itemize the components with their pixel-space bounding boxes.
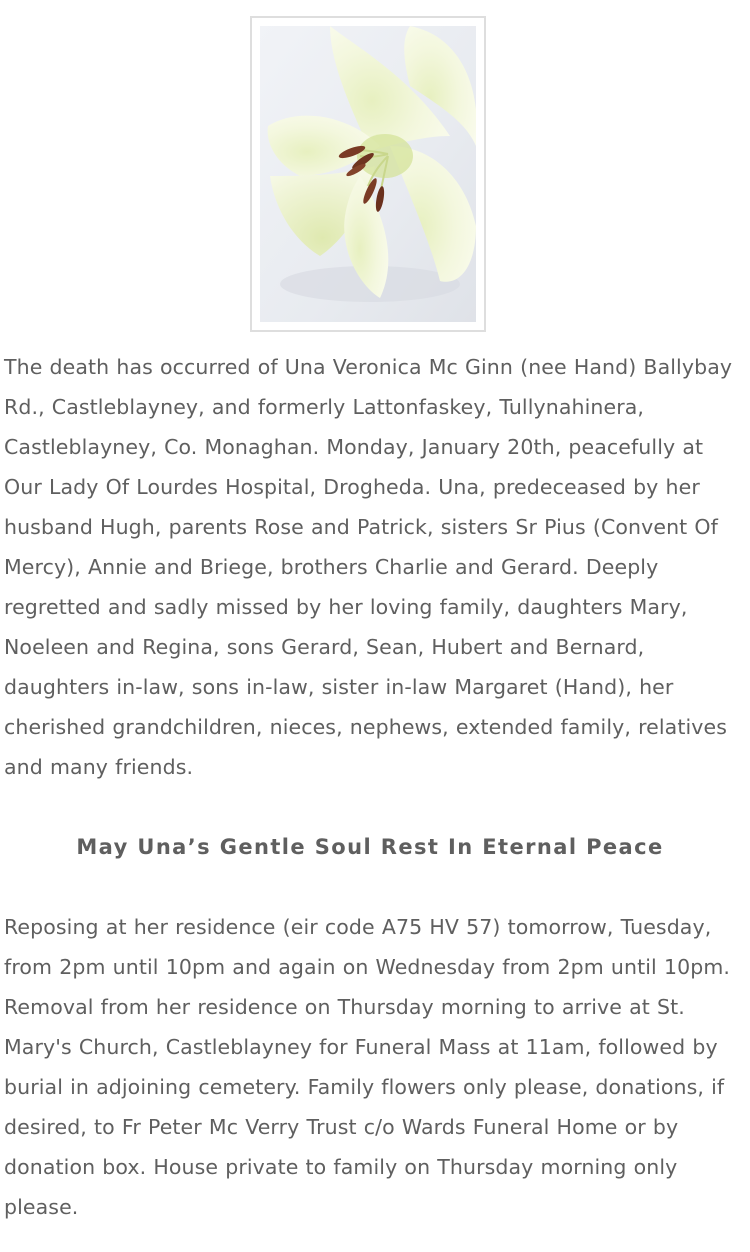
funeral-arrangements-paragraph: Reposing at her residence (eir code A75 HV 57) tomorrow, Tuesday, from 2pm until 10pm and again on Wednesday from 2pm until 10pm. Removal from her residence on Thursday morning to arrive at St. Mary's Church, Castleblayney for Funeral Mass at 11am, followed by burial in adjoining cemetery. Family flowers only please, donations, if desired, to Fr Peter Mc Verry Trust c/o Wards Funeral Home or by donation box. House private to family on Thursday morning only please. [4, 915, 731, 1219]
death-notice-paragraph: The death has occurred of Una Veronica Mc Ginn (nee Hand) Ballybay Rd., Castleblayney, and formerly Lattonfaskey, Tullynahinera, Castleblayney, Co. Monaghan. Monday, January 20th, peacefully at Our Lady Of Lourdes Hospital, Drogheda. Una, predeceased by her husband Hugh, parents Rose and Patrick, sisters Sr Pius (Convent Of Mercy), Annie and Briege, brothers Charlie and Gerard. Deeply regretted and sadly missed by her loving family, daughters Mary, Noeleen and Regina, sons Gerard, Sean, Hubert and Bernard, daughters in-law, sons in-law, sister in-law Margaret (Hand), her cherished grandchildren, nieces, nephews, extended family, relatives and many friends. [4, 355, 733, 779]
white-lily-photo [260, 26, 476, 322]
rest-in-peace-line: May Una’s Gentle Soul Rest In Eternal Peace [76, 835, 664, 859]
lily-photo-frame [250, 16, 486, 332]
